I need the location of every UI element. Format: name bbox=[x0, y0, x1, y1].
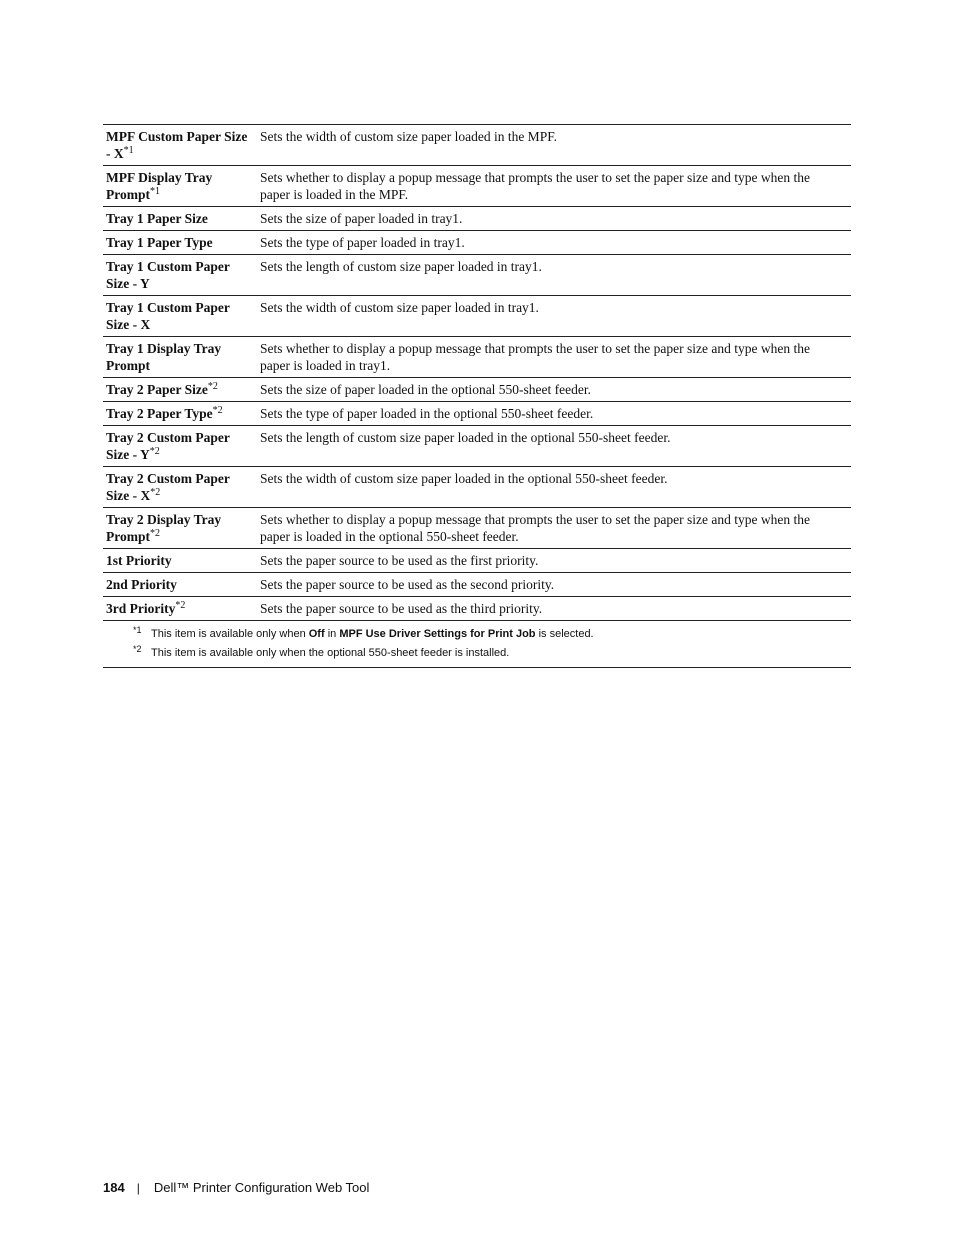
setting-name-text: Tray 1 Paper Size bbox=[106, 211, 208, 226]
footnote-2-mark: *2 bbox=[133, 644, 142, 654]
footnote-1-bold-a: Off bbox=[308, 628, 325, 640]
table-row bbox=[103, 597, 851, 621]
setting-name-text: Tray 1 Custom Paper Size - Y bbox=[106, 259, 230, 291]
setting-name bbox=[103, 467, 252, 508]
footnote-2-text: This item is available only when the optional 550-sheet feeder is installed. bbox=[151, 647, 510, 659]
setting-name bbox=[103, 402, 252, 426]
setting-footnote-mark: *1 bbox=[123, 145, 134, 156]
setting-description: Sets the length of custom size paper loaded in tray1. bbox=[252, 255, 851, 296]
setting-footnote-mark: *2 bbox=[175, 600, 186, 611]
table-row bbox=[103, 402, 851, 426]
setting-footnote-mark: *2 bbox=[150, 487, 161, 498]
table-row bbox=[103, 296, 851, 337]
setting-footnote-mark: *1 bbox=[150, 186, 160, 197]
setting-description: Sets the type of paper loaded in the optional 550-sheet feeder. bbox=[252, 402, 851, 426]
setting-name bbox=[103, 549, 252, 573]
table-row bbox=[103, 508, 851, 549]
setting-description: Sets the width of custom size paper loaded in the optional 550-sheet feeder. bbox=[252, 467, 851, 508]
setting-name bbox=[103, 337, 252, 378]
footnotes-cell bbox=[103, 621, 851, 668]
setting-description: Sets the size of paper loaded in tray1. bbox=[252, 207, 851, 231]
page-footer bbox=[103, 1180, 369, 1195]
table-row bbox=[103, 166, 851, 207]
setting-name-text: 3rd Priority bbox=[106, 601, 176, 616]
setting-name-text: Tray 1 Paper Type bbox=[106, 235, 213, 250]
setting-name-text: Tray 2 Custom Paper Size - X bbox=[106, 471, 230, 503]
setting-name-text: MPF Custom Paper Size - X bbox=[106, 129, 248, 161]
footnote-1-bold-b: MPF Use Driver Settings for Print Job bbox=[339, 628, 536, 640]
table-row bbox=[103, 207, 851, 231]
setting-description: Sets the paper source to be used as the first priority. bbox=[252, 549, 851, 573]
footnote-1-text-a: This item is available only when bbox=[151, 628, 309, 640]
setting-name-text: Tray 2 Custom Paper Size - Y bbox=[106, 430, 230, 462]
setting-name bbox=[103, 573, 252, 597]
setting-description: Sets the width of custom size paper loaded in the MPF. bbox=[252, 125, 851, 166]
footer-separator: | bbox=[136, 1181, 140, 1195]
setting-name-text: Tray 2 Paper Size bbox=[106, 382, 208, 397]
setting-name bbox=[103, 296, 252, 337]
setting-description: Sets the paper source to be used as the second priority. bbox=[252, 573, 851, 597]
setting-name bbox=[103, 597, 252, 621]
setting-name bbox=[103, 231, 252, 255]
setting-description: Sets the width of custom size paper loaded in tray1. bbox=[252, 296, 851, 337]
setting-name-text: 2nd Priority bbox=[106, 577, 177, 592]
page-number: 184 bbox=[103, 1180, 125, 1195]
setting-description: Sets whether to display a popup message that prompts the user to set the paper size and type when the paper is loaded in the optional 550-sheet feeder. bbox=[252, 508, 851, 549]
setting-name bbox=[103, 426, 252, 467]
setting-name bbox=[103, 125, 252, 166]
setting-name bbox=[103, 255, 252, 296]
table-row bbox=[103, 467, 851, 508]
footnotes-row bbox=[103, 621, 851, 668]
table-row bbox=[103, 125, 851, 166]
settings-table bbox=[103, 124, 851, 668]
setting-name bbox=[103, 207, 252, 231]
setting-footnote-mark: *2 bbox=[150, 528, 160, 539]
setting-name-text: Tray 1 Custom Paper Size - X bbox=[106, 300, 230, 332]
setting-name-text: 1st Priority bbox=[106, 553, 172, 568]
setting-name-text: MPF Display Tray Prompt bbox=[106, 170, 213, 202]
table-row bbox=[103, 378, 851, 402]
setting-name-text: Tray 2 Paper Type bbox=[106, 406, 213, 421]
setting-description: Sets whether to display a popup message that prompts the user to set the paper size and type when the paper is loaded in the MPF. bbox=[252, 166, 851, 207]
table-row bbox=[103, 549, 851, 573]
table-row bbox=[103, 426, 851, 467]
setting-name-text: Tray 2 Display Tray Prompt bbox=[106, 512, 222, 544]
table-row bbox=[103, 255, 851, 296]
footnote-2 bbox=[133, 644, 851, 663]
footnote-1-text-c: is selected. bbox=[535, 628, 594, 640]
setting-description: Sets the paper source to be used as the third priority. bbox=[252, 597, 851, 621]
settings-table-body bbox=[103, 125, 851, 668]
table-row bbox=[103, 573, 851, 597]
setting-description: Sets the length of custom size paper loaded in the optional 550-sheet feeder. bbox=[252, 426, 851, 467]
setting-name-text: Tray 1 Display Tray Prompt bbox=[106, 341, 222, 373]
footnote-1-mark: *1 bbox=[133, 625, 142, 635]
setting-description: Sets the type of paper loaded in tray1. bbox=[252, 231, 851, 255]
setting-footnote-mark: *2 bbox=[212, 405, 223, 416]
footnote-1-text-b: in bbox=[324, 628, 340, 640]
setting-name bbox=[103, 378, 252, 402]
setting-name bbox=[103, 166, 252, 207]
setting-footnote-mark: *2 bbox=[207, 381, 218, 392]
setting-description: Sets the size of paper loaded in the optional 550-sheet feeder. bbox=[252, 378, 851, 402]
setting-name bbox=[103, 508, 252, 549]
table-row bbox=[103, 231, 851, 255]
table-row bbox=[103, 337, 851, 378]
setting-footnote-mark: *2 bbox=[149, 446, 160, 457]
setting-description: Sets whether to display a popup message that prompts the user to set the paper size and type when the paper is loaded in tray1. bbox=[252, 337, 851, 378]
footer-title: Dell™ Printer Configuration Web Tool bbox=[153, 1180, 370, 1195]
footnote-1 bbox=[133, 625, 851, 644]
